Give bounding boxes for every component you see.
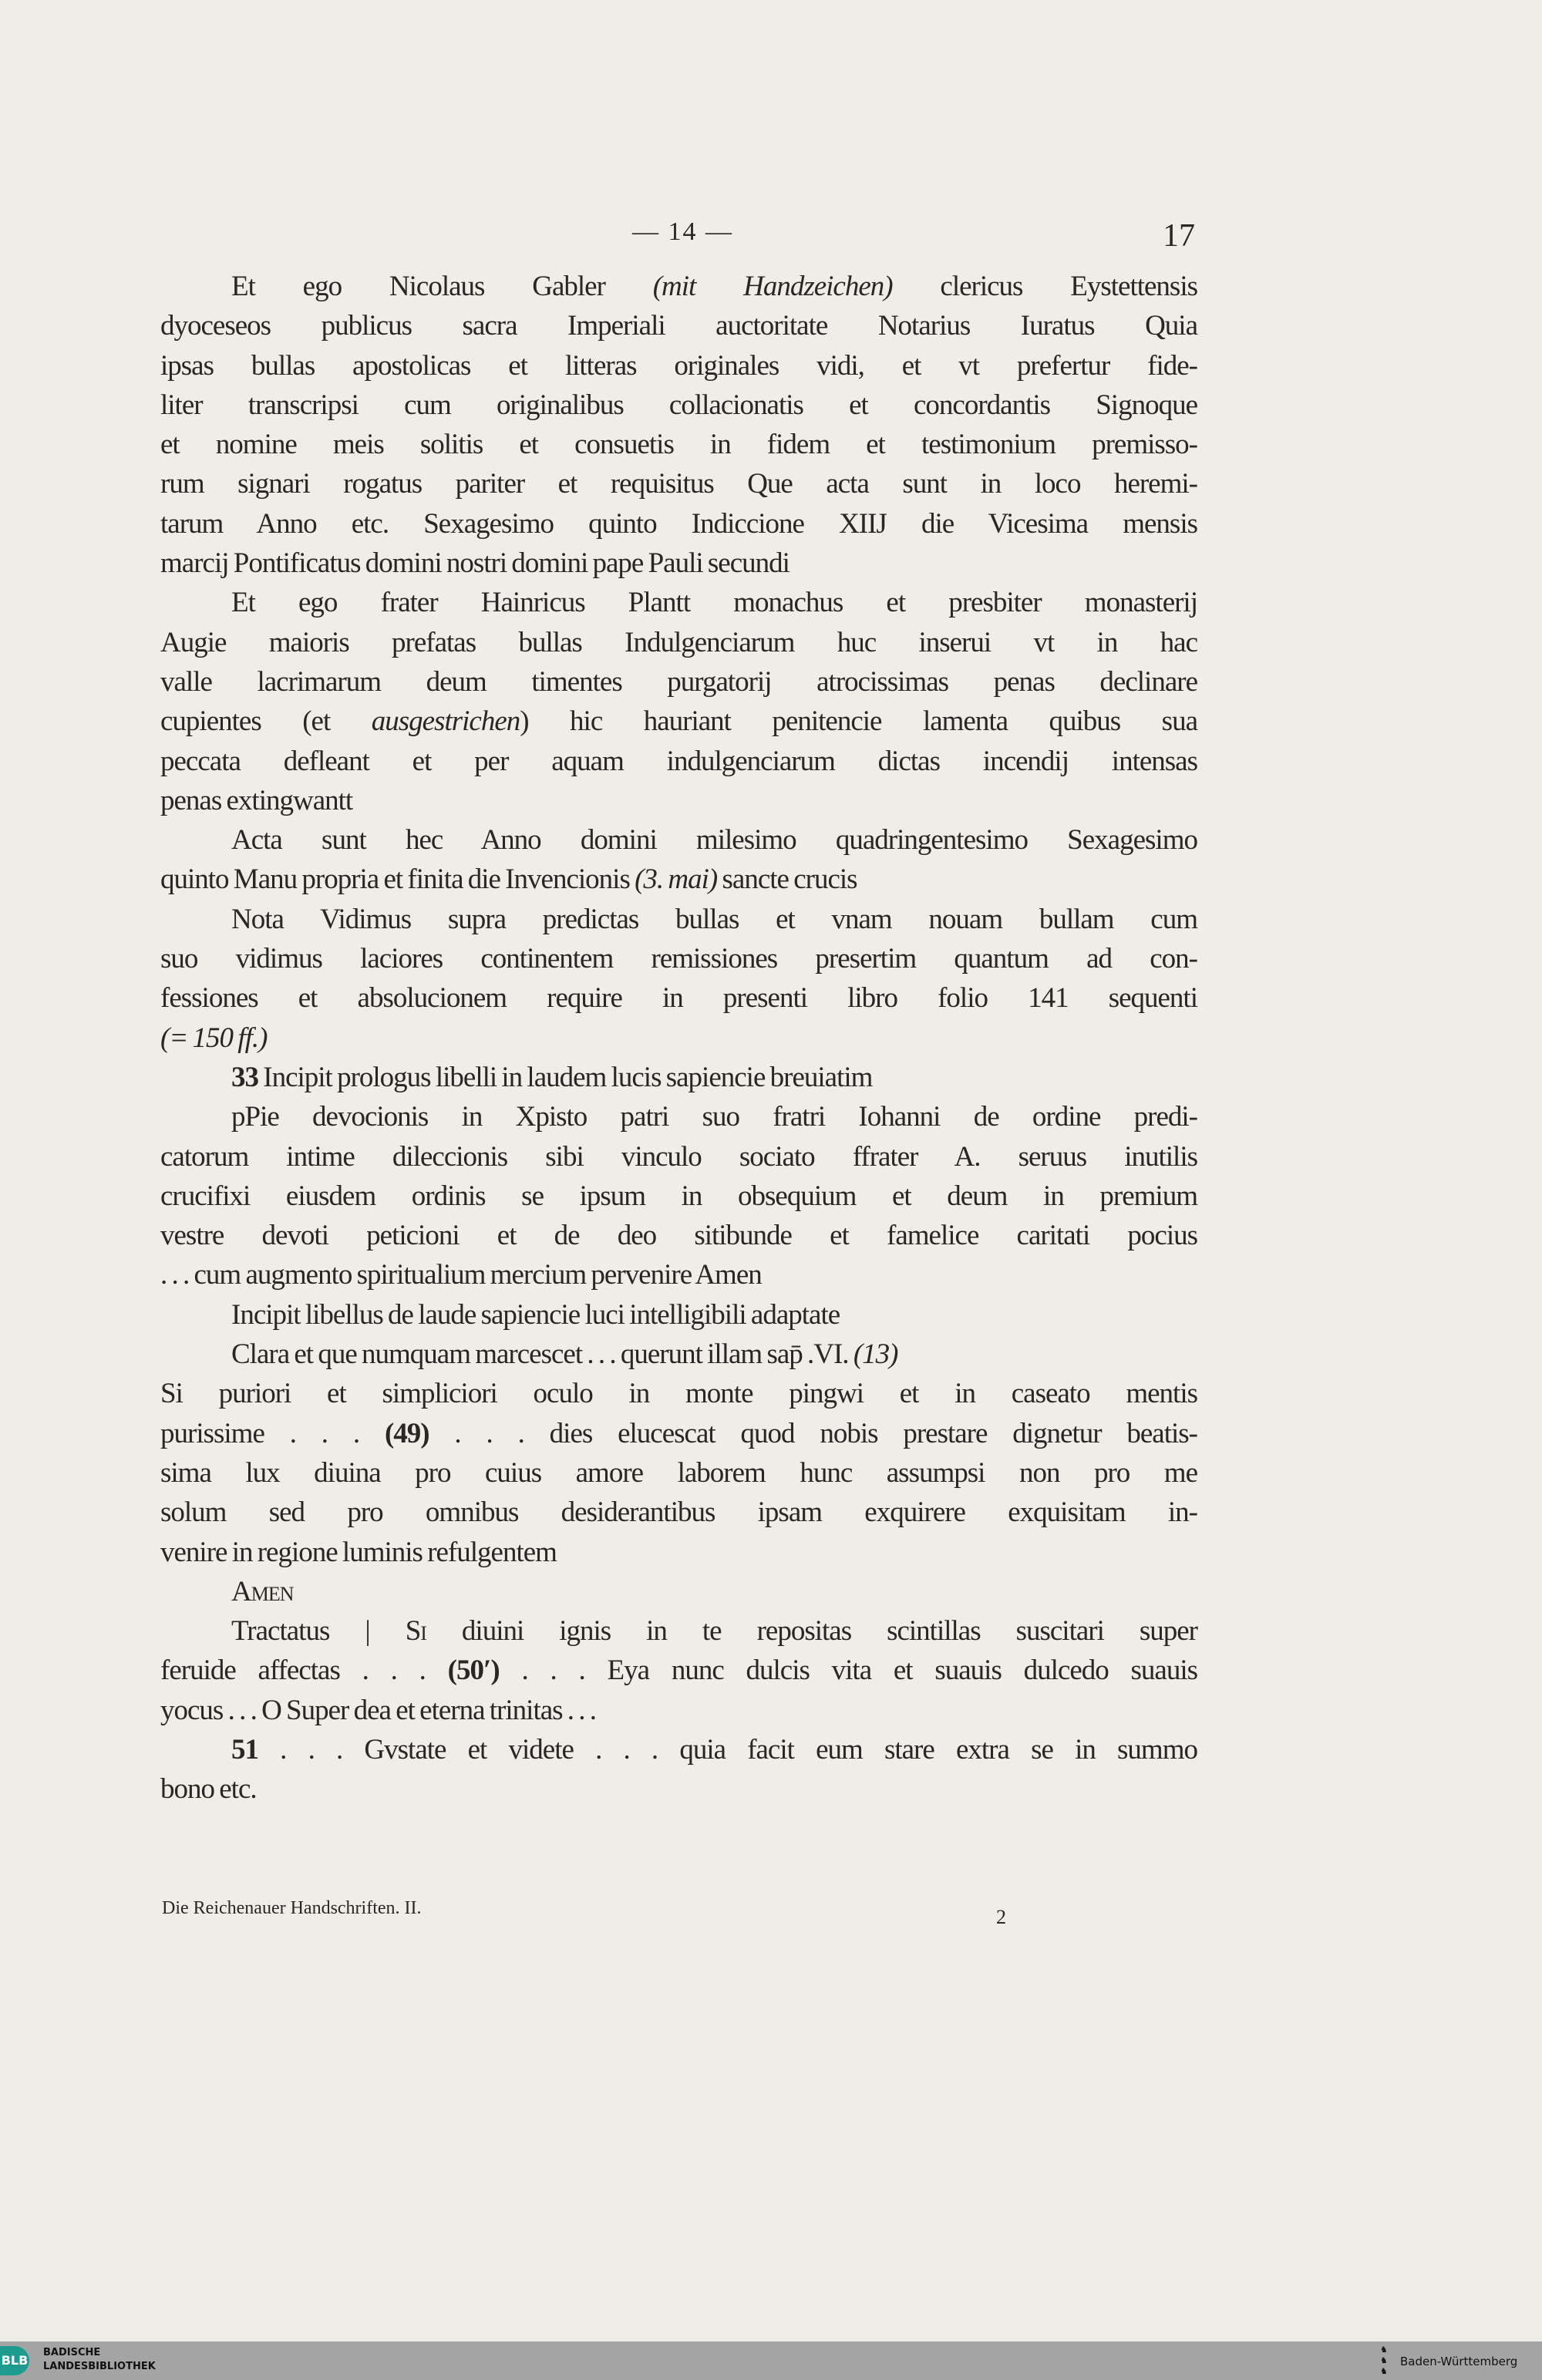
text-line bbox=[160, 267, 1197, 306]
text-segment: penas extingwantt bbox=[160, 784, 353, 816]
text-line bbox=[160, 1691, 1197, 1730]
editorial-note: (13) bbox=[853, 1338, 898, 1371]
text-line bbox=[160, 1730, 1197, 1769]
text-segment: Et ego Nicolaus Gabler bbox=[231, 271, 653, 302]
paragraph bbox=[160, 900, 1197, 1058]
text-line bbox=[160, 1137, 1197, 1177]
text-line bbox=[160, 544, 1197, 583]
text-segment: Nota Vidimus supra predictas bullas et vnam nouam bullam cum bbox=[231, 903, 1197, 935]
text-line bbox=[160, 1611, 1197, 1651]
text-segment: marcij Pontificatus domini nostri domini pape Pauli secundi bbox=[160, 547, 790, 580]
text-line bbox=[160, 1058, 1197, 1097]
library-name-line1: BADISCHE bbox=[43, 2347, 101, 2358]
text-segment: catorum intime dileccionis sibi vinculo sociato ffrater A. seruus inutilis bbox=[160, 1140, 1197, 1173]
text-line bbox=[160, 1493, 1197, 1532]
text-line bbox=[160, 1295, 1197, 1335]
text-segment: liter transcripsi cum originalibus collacionatis et concordantis Signoque bbox=[160, 389, 1197, 421]
text-line bbox=[160, 1769, 1197, 1809]
text-line bbox=[160, 583, 1197, 622]
paragraph bbox=[160, 1730, 1197, 1809]
text-segment: . . . Gvstate et videte . . . quia facit eum stare extra se in summo bbox=[258, 1733, 1197, 1766]
folio-reference: 33 bbox=[231, 1061, 258, 1093]
text-segment: Incipit libellus de laude sapiencie luci intelligibili adaptate bbox=[231, 1298, 840, 1331]
text-line bbox=[160, 1335, 1197, 1374]
text-segment: venire in regione luminis refulgentem bbox=[160, 1536, 557, 1568]
text-segment: ipsas bullas apostolicas et litteras originales vidi, et vt prefertur fide- bbox=[160, 349, 1197, 382]
text-segment: valle lacrimarum deum timentes purgatorij atrocissimas penas declinare bbox=[160, 665, 1197, 698]
page-header bbox=[0, 217, 1542, 264]
paragraph bbox=[160, 267, 1197, 583]
text-segment: peccata defleant et per aquam indulgenciarum dictas incendij intensas bbox=[160, 745, 1197, 777]
text-line bbox=[160, 623, 1197, 662]
folio-reference: 51 bbox=[231, 1733, 258, 1766]
text-line bbox=[160, 820, 1197, 860]
text-segment: tarum Anno etc. Sexagesimo quinto Indiccione XIIJ die Vicesima mensis bbox=[160, 507, 1197, 540]
text-segment: Si puriori et simpliciori oculo in monte pingwi et in caseato mentis bbox=[160, 1378, 1197, 1410]
text-line bbox=[160, 939, 1197, 978]
text-line bbox=[160, 662, 1197, 702]
text-segment: Si bbox=[405, 1615, 426, 1648]
text-line bbox=[160, 1572, 1197, 1611]
folio-number: 17 bbox=[1163, 218, 1195, 254]
body-text bbox=[160, 267, 1197, 1809]
footer-bar bbox=[0, 2341, 1542, 2380]
text-line bbox=[160, 1177, 1197, 1216]
text-segment: . . . Eya nunc dulcis vita et suauis dulcedo suauis bbox=[499, 1655, 1197, 1687]
text-segment: fessiones et absolucionem require in presenti libro folio 141 sequenti bbox=[160, 982, 1197, 1015]
text-segment: purissime . . . bbox=[160, 1417, 385, 1449]
text-segment: clericus Eystettensis bbox=[892, 271, 1198, 302]
text-line bbox=[160, 1533, 1197, 1572]
paragraph bbox=[160, 1097, 1197, 1294]
text-line bbox=[160, 860, 1197, 899]
text-line bbox=[160, 1097, 1197, 1136]
text-segment: ) hic hauriant penitencie lamenta quibus sua bbox=[520, 705, 1198, 738]
text-segment: Clara et que numquam marcescet . . . querunt illam sap̄ .VI. bbox=[231, 1338, 853, 1371]
lions-coat-of-arms-icon: ♞ ♞ ♞ bbox=[1380, 2345, 1388, 2376]
library-name-line2: LANDESBIBLIOTHEK bbox=[43, 2361, 156, 2372]
paragraph bbox=[160, 1374, 1197, 1571]
text-line bbox=[160, 504, 1197, 544]
running-head-page-number: — 14 — bbox=[632, 217, 733, 246]
text-segment: pPie devocionis in Xpisto patri suo fratri Iohanni de ordine predi- bbox=[231, 1101, 1197, 1133]
text-line bbox=[160, 1374, 1197, 1413]
blb-logo[interactable]: BLB bbox=[0, 2346, 29, 2375]
text-segment: sancte crucis bbox=[717, 863, 857, 896]
text-segment: Amen bbox=[231, 1575, 294, 1607]
paragraph bbox=[160, 583, 1197, 820]
text-segment: . . . dies elucescat quod nobis prestare dignetur beatis- bbox=[429, 1417, 1197, 1449]
text-segment: et nomine meis solitis et consuetis in fidem et testimonium premisso- bbox=[160, 429, 1197, 461]
text-line bbox=[160, 1453, 1197, 1493]
paragraph bbox=[160, 1058, 1197, 1097]
text-line bbox=[160, 742, 1197, 781]
text-line bbox=[160, 464, 1197, 503]
text-segment: dyoceseos publicus sacra Imperiali auctoritate Notarius Iuratus Quia bbox=[160, 310, 1197, 342]
folio-reference: (50′) bbox=[447, 1655, 500, 1687]
text-segment: cupientes (et bbox=[160, 705, 372, 738]
state-label: Baden-Württemberg bbox=[1400, 2355, 1518, 2368]
paragraph bbox=[160, 1611, 1197, 1730]
text-line bbox=[160, 306, 1197, 345]
text-segment: diuini ignis in te repositas scintillas suscitari super bbox=[426, 1615, 1197, 1648]
paragraph bbox=[160, 1295, 1197, 1335]
editorial-note: (= 150 ff.) bbox=[160, 1022, 268, 1054]
editorial-note: (mit Handzeichen) bbox=[652, 271, 893, 302]
text-segment: Incipit prologus libelli in laudem lucis sapiencie breuiatim bbox=[258, 1061, 873, 1093]
paragraph bbox=[160, 820, 1197, 900]
text-line bbox=[160, 1255, 1197, 1294]
editorial-note: (3. mai) bbox=[635, 863, 718, 896]
baden-wuerttemberg-logo[interactable] bbox=[1380, 2345, 1534, 2377]
text-line bbox=[160, 425, 1197, 464]
text-segment: solum sed pro omnibus desiderantibus ipsam exquirere exquisitam in- bbox=[160, 1496, 1197, 1529]
text-line bbox=[160, 1414, 1197, 1453]
text-line bbox=[160, 346, 1197, 385]
text-segment: Augie maioris prefatas bullas Indulgenciarum huc inserui vt in hac bbox=[160, 626, 1197, 658]
text-segment: . . . cum augmento spiritualium mercium pervenire Amen bbox=[160, 1259, 762, 1291]
text-line bbox=[160, 781, 1197, 820]
signature-mark: 2 bbox=[996, 1906, 1006, 1928]
text-line bbox=[160, 1216, 1197, 1255]
text-segment: Et ego frater Hainricus Plantt monachus et presbiter monasterij bbox=[231, 587, 1197, 619]
text-segment: yocus . . . O Super dea et eterna trinitas . . . bbox=[160, 1694, 597, 1726]
text-segment: Tractatus | bbox=[231, 1615, 406, 1648]
text-line bbox=[160, 978, 1197, 1018]
text-line bbox=[160, 385, 1197, 425]
text-segment: suo vidimus laciores continentem remissiones presertim quantum ad con- bbox=[160, 943, 1197, 975]
text-segment: crucifixi eiusdem ordinis se ipsum in obsequium et deum in premium bbox=[160, 1180, 1197, 1212]
text-line bbox=[160, 900, 1197, 939]
text-segment: Acta sunt hec Anno domini milesimo quadringentesimo Sexagesimo bbox=[231, 824, 1197, 857]
text-segment: feruide affectas . . . bbox=[160, 1655, 448, 1687]
text-segment: rum signari rogatus pariter et requisitus Que acta sunt in loco heremi- bbox=[160, 468, 1197, 500]
footnote-book-title: Die Reichenauer Handschriften. II. bbox=[162, 1898, 422, 1918]
text-line bbox=[160, 1018, 1197, 1058]
text-segment: quinto Manu propria et finita die Invencionis bbox=[160, 863, 635, 896]
folio-reference: (49) bbox=[384, 1417, 429, 1449]
paragraph bbox=[160, 1572, 1197, 1611]
text-segment: vestre devoti peticioni et de deo sitibunde et famelice caritati pocius bbox=[160, 1220, 1197, 1252]
paragraph bbox=[160, 1335, 1197, 1374]
text-line bbox=[160, 702, 1197, 741]
text-line bbox=[160, 1651, 1197, 1690]
text-segment: sima lux diuina pro cuius amore laborem hunc assumpsi non pro me bbox=[160, 1456, 1197, 1489]
text-segment: bono etc. bbox=[160, 1773, 257, 1806]
editorial-note: ausgestrichen bbox=[371, 705, 520, 738]
library-name[interactable] bbox=[43, 2346, 156, 2374]
